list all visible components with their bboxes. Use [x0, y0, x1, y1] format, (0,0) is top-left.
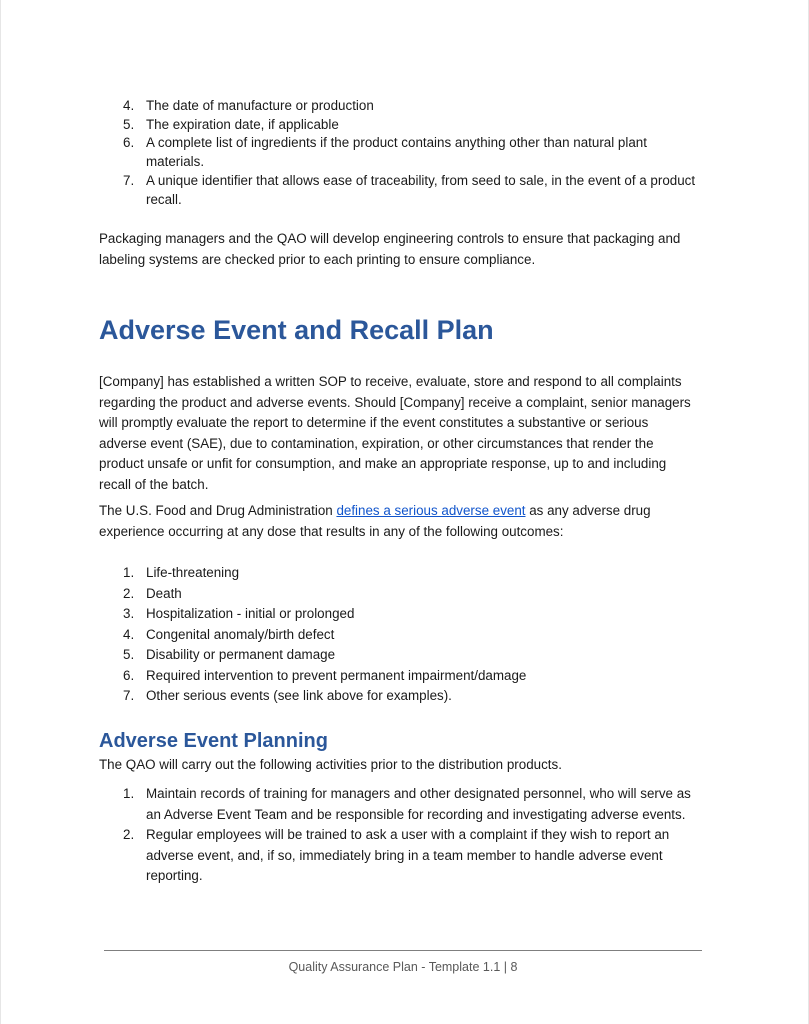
list-item	[99, 666, 699, 687]
list-item-number: 3.	[123, 606, 135, 622]
activities-list	[99, 784, 699, 887]
list-item	[99, 116, 699, 135]
list-item	[99, 604, 699, 625]
footer-divider	[104, 950, 702, 951]
list-item	[99, 825, 699, 887]
list-item	[99, 134, 699, 171]
list-item-text: Other serious events (see link above for examples).	[146, 688, 452, 704]
list-item-number: 6.	[123, 135, 135, 151]
list-item-text: Hospitalization - initial or prolonged	[146, 606, 355, 622]
list-item-text: Maintain records of training for managers and other designated personnel, who will serve as an Adverse Event Team and be responsible for recording and investigating adverse events.	[146, 786, 691, 822]
list-item	[99, 625, 699, 646]
list-item-number: 6.	[123, 667, 135, 683]
packaging-paragraph: Packaging managers and the QAO will develop engineering controls to ensure that packaging and labeling systems are checked prior to each printing to ensure compliance.	[99, 231, 681, 268]
list-item-number: 5.	[123, 116, 135, 132]
list-item-text: Life-threatening	[146, 565, 240, 581]
section-heading: Adverse Event and Recall Plan	[99, 315, 494, 346]
list-item	[99, 686, 699, 707]
list-item-text: Death	[146, 585, 182, 601]
list-item-text: A unique identifier that allows ease of traceability, from seed to sale, in the event of a product recall.	[146, 172, 696, 207]
sop-paragraph: [Company] has established a written SOP to receive, evaluate, store and respond to all complaints regarding the product and adverse events. Should [Company] receive a complaint, senior managers will promptly evaluate the report to determine if the event constitutes a substantive or serious adverse event (SAE), due to contamination, expiration, or other circumstances that render the product unsafe or unfit for consumption, and make an appropriate response, up to and including recall of the batch.	[99, 374, 691, 492]
list-item-number: 1.	[123, 786, 135, 802]
list-item-text: The date of manufacture or production	[146, 98, 374, 113]
list-item-number: 4.	[123, 98, 135, 113]
list-item	[99, 172, 699, 209]
outcomes-list	[99, 563, 699, 707]
list-item	[99, 784, 699, 825]
fda-paragraph	[99, 501, 699, 542]
list-item	[99, 645, 699, 666]
list-item-text: The expiration date, if applicable	[146, 116, 339, 132]
page-footer: Quality Assurance Plan - Template 1.1 | 8	[288, 960, 518, 974]
list-item-number: 7.	[123, 172, 135, 188]
list-item-number: 4.	[123, 626, 135, 642]
labeling-requirements-list	[99, 97, 699, 209]
list-item-text: Regular employees will be trained to ask a user with a complaint if they wish to report an adverse event, and, if so, immediately bring in a team member to handle adverse event reporting.	[146, 827, 670, 884]
list-item-number: 2.	[123, 585, 135, 601]
planning-intro: The QAO will carry out the following activities prior to the distribution products.	[99, 756, 562, 772]
fda-text-before-link: The U.S. Food and Drug Administration	[99, 503, 337, 519]
list-item-text: Required intervention to prevent permanent impairment/damage	[146, 667, 527, 683]
list-item-text: Congenital anomaly/birth defect	[146, 626, 335, 642]
list-item-number: 2.	[123, 827, 135, 843]
list-item-number: 1.	[123, 565, 135, 581]
fda-text-after-link: as any adverse drug experience occurring at any dose that results in any of the following outcomes:	[99, 503, 651, 539]
list-item-number: 7.	[123, 688, 135, 704]
list-item	[99, 97, 699, 116]
list-item	[99, 563, 699, 584]
list-item-text: A complete list of ingredients if the product contains anything other than natural plant materials.	[146, 135, 647, 170]
list-item-text: Disability or permanent damage	[146, 647, 336, 663]
list-item-number: 5.	[123, 647, 135, 663]
page-content	[99, 97, 699, 887]
subsection-heading: Adverse Event Planning	[99, 729, 328, 752]
serious-adverse-event-link[interactable]: defines a serious adverse event	[336, 503, 526, 519]
list-item	[99, 584, 699, 605]
